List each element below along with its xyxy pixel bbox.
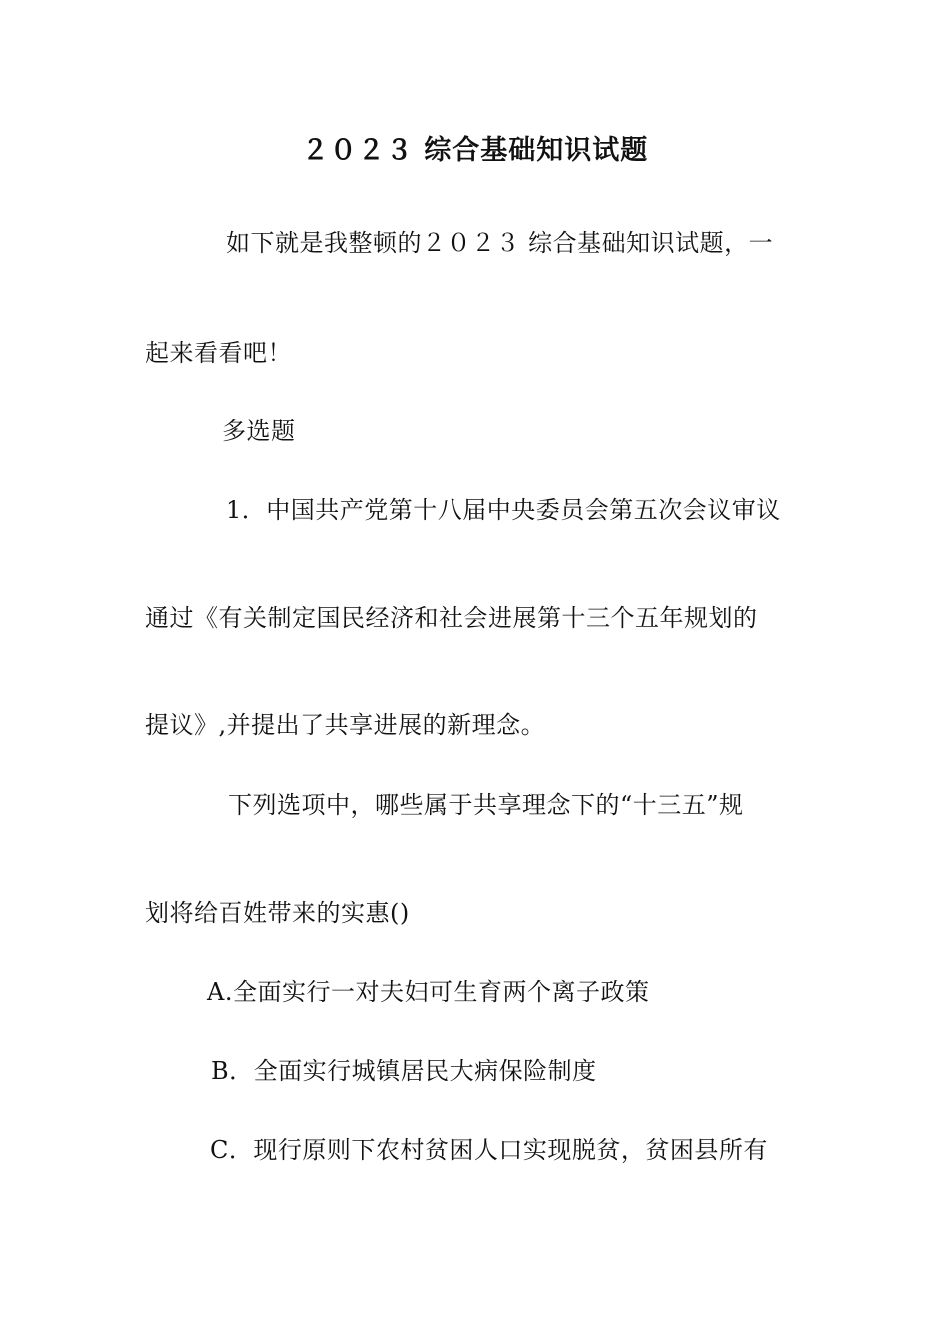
option-b: B．全面实行城镇居民大病保险制度 [211,1057,597,1085]
intro-line-2: 起来看看吧！ [145,339,292,367]
question-line-1: 1．中国共产党第十八届中央委员会第五次会议审议 [226,496,781,524]
document-title: ２０２３ 综合基础知识试题 [301,135,649,166]
section-heading: 多选题 [222,417,296,445]
question-prompt-line-1: 下列选项中，哪些属于共享理念下的“十三五”规 [228,791,744,819]
option-c: C．现行原则下农村贫困人口实现脱贫，贫困县所有 [210,1136,768,1164]
question-prompt-line-2: 划将给百姓带来的实惠() [145,899,410,927]
intro-line-1: 如下就是我整顿的２０２３ 综合基础知识试题，一 [226,229,774,257]
question-line-3: 提议》,并提出了共享进展的新理念。 [145,711,546,739]
question-line-2: 通过《有关制定国民经济和社会进展第十三个五年规划的 [145,604,758,632]
option-a: A.全面实行一对夫妇可生育两个离子政策 [207,978,650,1006]
